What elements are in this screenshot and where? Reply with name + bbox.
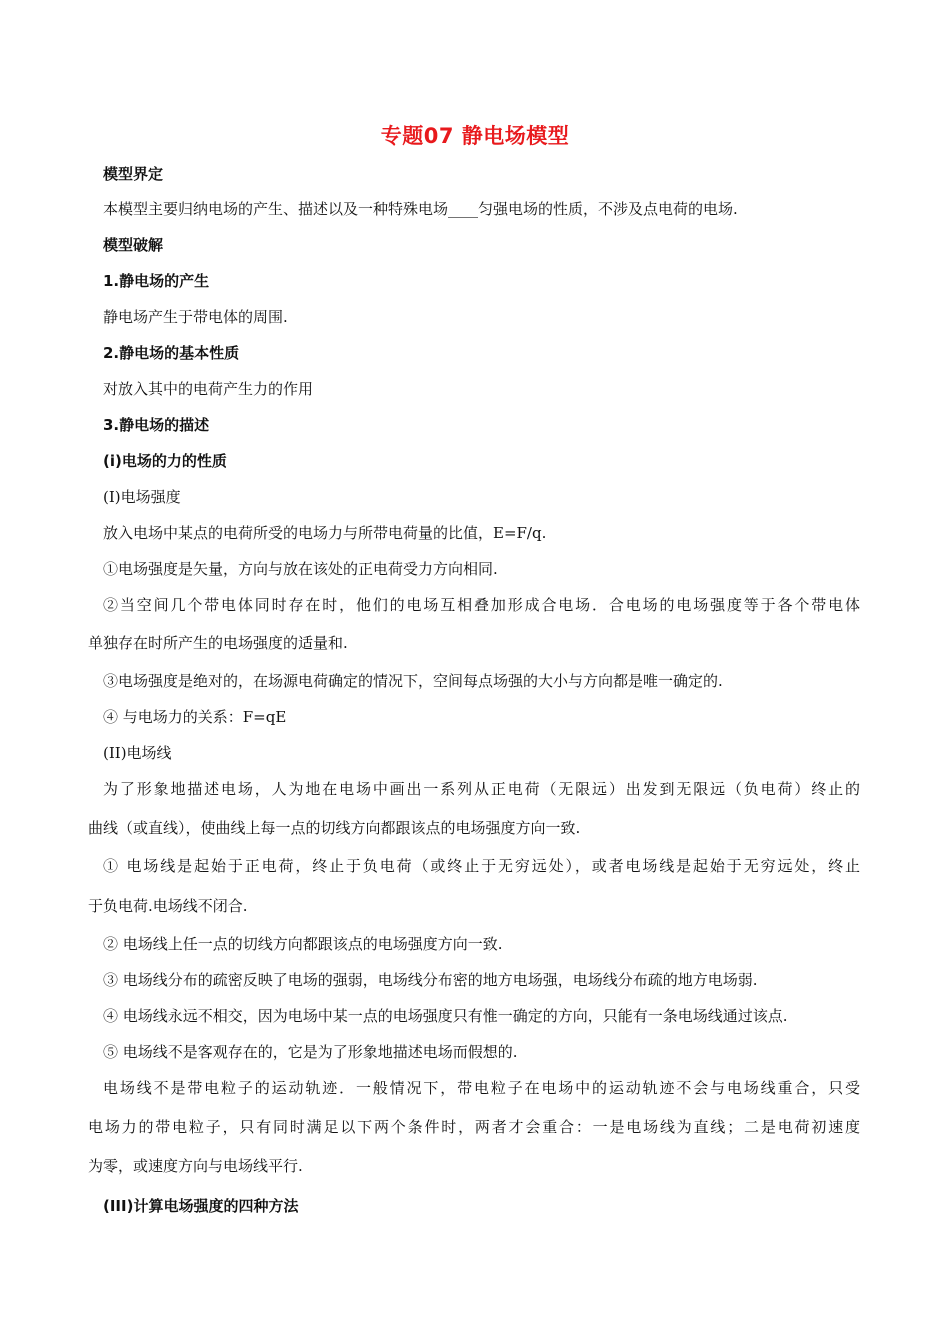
paragraph-line: 曲线（或直线），使曲线上每一点的切线方向都跟该点的电场强度方向一致. bbox=[88, 819, 581, 837]
heading-model-analysis: 模型破解 bbox=[103, 236, 164, 254]
heading-section-2: 2.静电场的基本性质 bbox=[103, 344, 240, 362]
paragraph-line: 对放入其中的电荷产生力的作用 bbox=[103, 380, 314, 398]
paragraph-line: 静电场产生于带电体的周围. bbox=[103, 308, 288, 326]
paragraph-line: 为了形象地描述电场，人为地在电场中画出一系列从正电荷（无限远）出发到无限远（负电荷）终止的 bbox=[103, 780, 860, 798]
list-item: ① 电场线是起始于正电荷，终止于负电荷（或终止于无穷远处），或者电场线是起始于无穷远处，终止 bbox=[103, 857, 860, 875]
list-item: ④ 电场线永远不相交，因为电场中某一点的电场强度只有惟一确定的方向，只能有一条电场线通过该点. bbox=[103, 1007, 788, 1025]
subheading-force-property: (i)电场的力的性质 bbox=[103, 452, 227, 470]
list-item: ③电场强度是绝对的，在场源电荷确定的情况下，空间每点场强的大小与方向都是唯一确定的. bbox=[103, 672, 723, 690]
heading-section-3: 3.静电场的描述 bbox=[103, 416, 210, 434]
list-item: ③ 电场线分布的疏密反映了电场的强弱，电场线分布密的地方电场强，电场线分布疏的地方电场弱. bbox=[103, 971, 758, 989]
list-item: ①电场强度是矢量，方向与放在该处的正电荷受力方向相同. bbox=[103, 560, 498, 578]
paragraph-line: 单独存在时所产生的电场强度的适量和. bbox=[88, 634, 348, 652]
paragraph-line: 本模型主要归纳电场的产生、描述以及一种特殊电场____匀强电场的性质，不涉及点电荷的电场. bbox=[103, 200, 738, 218]
paragraph-line: 电场线不是带电粒子的运动轨迹．一般情况下，带电粒子在电场中的运动轨迹不会与电场线重合，只受 bbox=[103, 1079, 860, 1097]
list-item: ④ 与电场力的关系：F=qE bbox=[103, 708, 287, 726]
paragraph-line: 电场力的带电粒子，只有同时满足以下两个条件时，两者才会重合：一是电场线为直线；二是电荷初速度 bbox=[88, 1118, 860, 1136]
paragraph-line: 为零，或速度方向与电场线平行. bbox=[88, 1157, 303, 1175]
document-title: 专题07 静电场模型 bbox=[380, 124, 570, 148]
paragraph-line: 放入电场中某点的电荷所受的电场力与所带电荷量的比值，E=F/q. bbox=[103, 524, 547, 542]
subheading-field-strength: (I)电场强度 bbox=[103, 488, 181, 506]
subheading-four-methods: (III)计算电场强度的四种方法 bbox=[103, 1197, 299, 1215]
heading-model-definition: 模型界定 bbox=[103, 165, 164, 183]
list-item: ②当空间几个带电体同时存在时，他们的电场互相叠加形成合电场．合电场的电场强度等于各个带电体 bbox=[103, 596, 860, 614]
list-item: ② 电场线上任一点的切线方向都跟该点的电场强度方向一致. bbox=[103, 935, 503, 953]
subheading-field-lines: (II)电场线 bbox=[103, 744, 172, 762]
heading-section-1: 1.静电场的产生 bbox=[103, 272, 210, 290]
paragraph-line: 于负电荷.电场线不闭合. bbox=[88, 897, 248, 915]
list-item: ⑤ 电场线不是客观存在的，它是为了形象地描述电场而假想的. bbox=[103, 1043, 518, 1061]
